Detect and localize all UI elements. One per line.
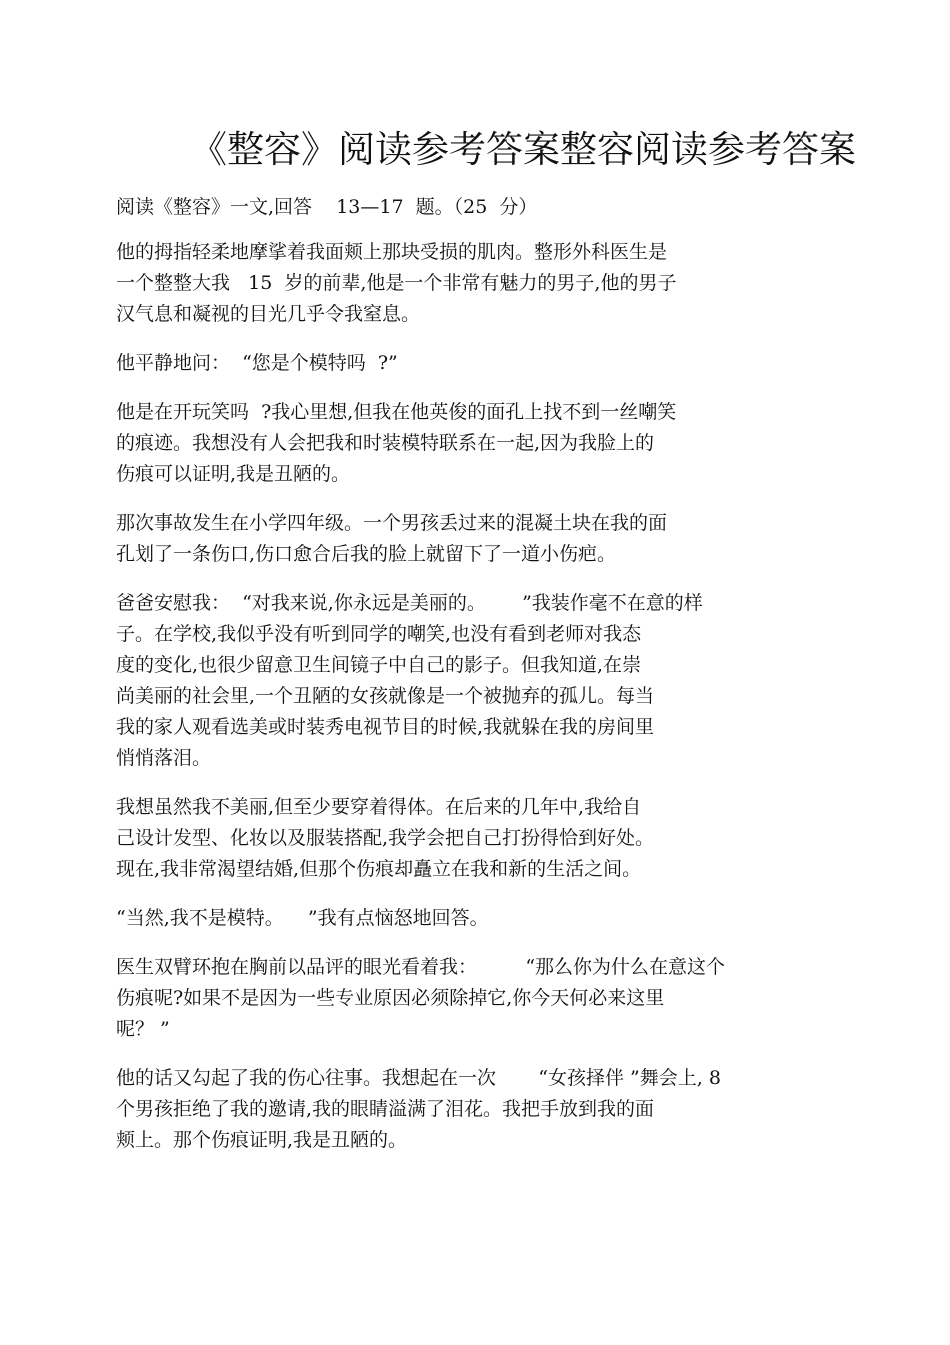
body-paragraph: 医生双臂环抱在胸前以品评的眼光看着我： “那么你为什么在意这个 伤痕呢?如果不是因为一些专业原因必须除掉它,你今天何必来这里 呢？ ” (116, 956, 726, 1040)
body-paragraph: 那次事故发生在小学四年级。一个男孩丢过来的混凝土块在我的面 孔划了一条伤口,伤口愈合后我的脸上就留下了一道小伤疤。 (116, 512, 668, 565)
document-body (116, 192, 806, 1174)
document-title: 《整容》阅读参考答案整容阅读参考答案 (190, 128, 856, 171)
body-paragraph: 我想虽然我不美丽,但至少要穿着得体。在后来的几年中,我给自 己设计发型、化妆以及服装搭配,我学会把自己打扮得恰到好处。 现在,我非常渴望结婚,但那个伤痕却矗立在我和新的生活之间。 (116, 796, 655, 880)
body-paragraph: 他的话又勾起了我的伤心往事。我想起在一次 “女孩择伴 ”舞会上, 8 个男孩拒绝了我的邀请,我的眼睛溢满了泪花。我把手放到我的面 颊上。那个伤痕证明,我是丑陋的。 (116, 1067, 721, 1151)
body-paragraph: 爸爸安慰我： “对我来说,你永远是美丽的。 ”我装作毫不在意的样 子。在学校,我似乎没有听到同学的嘲笑,也没有看到老师对我态 度的变化,也很少留意卫生间镜子中自己的影子。但我知道,在崇 尚美丽的社会里,一个丑陋的女孩就像是一个被抛弃的孤儿。每当 我的家人观看选美或时装秀电视节目的时候,我就躲在我的房间里 悄悄落泪。 (116, 592, 703, 769)
body-paragraph: 他平静地问： “您是个模特吗 ?” (116, 352, 398, 374)
intro-paragraph: 阅读《整容》一文,回答 13—17 题。（25 分） (116, 196, 538, 218)
body-paragraph: 他的拇指轻柔地摩挲着我面颊上那块受损的肌肉。整形外科医生是 一个整整大我 15 岁的前辈,他是一个非常有魅力的男子,他的男子 汉气息和凝视的目光几乎令我窒息。 (116, 241, 677, 325)
body-paragraph: 他是在开玩笑吗 ?我心里想,但我在他英俊的面孔上找不到一丝嘲笑 的痕迹。我想没有人会把我和时装模特联系在一起,因为我脸上的 伤痕可以证明,我是丑陋的。 (116, 401, 677, 485)
body-paragraph: “当然,我不是模特。 ”我有点恼怒地回答。 (116, 907, 489, 929)
